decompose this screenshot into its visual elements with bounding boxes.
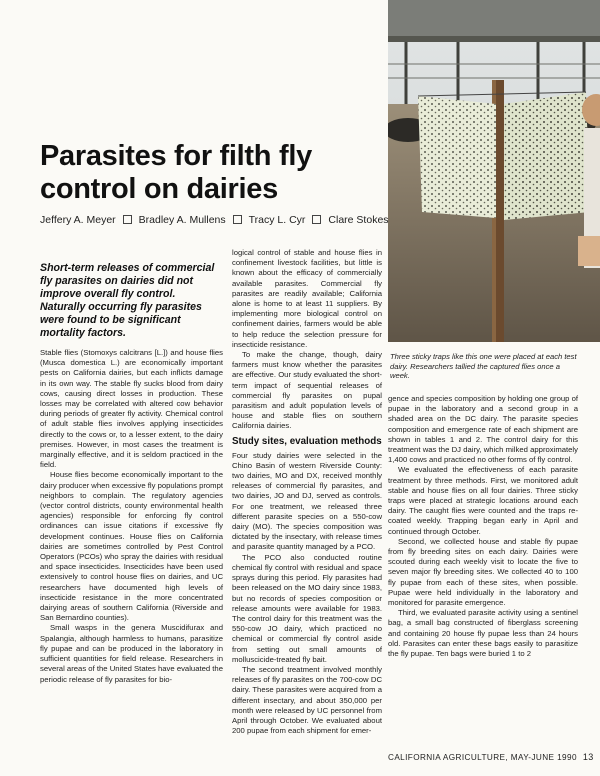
article-title: Parasites for filth fly control on dairies [40, 140, 312, 205]
body-paragraph: Third, we evaluated parasite activity using a sentinel bag, a small bag constructed of fiberglass screening and containing 20 house fly pupae less than 24 hours old. Parasites can enter these bags easily to parasitize the fly pupae. Ten bags were buried 1 to 2 [388, 608, 578, 659]
separator-box-icon [123, 215, 132, 224]
body-column-2 [232, 248, 382, 736]
separator-box-icon [233, 215, 242, 224]
author-name: Jeffery A. Meyer [40, 214, 116, 226]
body-column-3 [388, 394, 578, 659]
body-paragraph: The PCO also conducted routine chemical fly control with residual and space sprays during this period. Fly parasites had been released on the MO dairy since 1983, but no records of species composition or release amounts were available for 1983. The control dairy for this treatment was the 550-cow JO dairy, which practiced no chemical or commercial fly control aside from setting out small amounts of molluscicide-treated fly bait. [232, 552, 382, 664]
body-paragraph: gence and species composition by holding one group of pupae in the laboratory and a second group in a shaded area on the DC dairy. The parasite species composition and emergence rate of each shipment are shown in tables 1 and 2. The control dairy for this treatment was the DJ dairy, which milked approximately 1,400 cows and practiced no other forms of fly control. [388, 394, 578, 465]
page-number: 13 [582, 752, 594, 762]
author-line [40, 214, 390, 226]
body-column-1 [40, 348, 223, 685]
journal-name: CALIFORNIA AGRICULTURE, MAY-JUNE 1990 [388, 753, 577, 762]
author-name: Clare Stokes [328, 214, 389, 226]
sticky-trap-photo [388, 0, 600, 342]
author-name: Tracy L. Cyr [248, 214, 306, 226]
body-paragraph: We evaluated the effectiveness of each parasite treatment by three methods. First, we monitored adult stable and house flies on all four dairies. Three sticky traps were placed at strategic locations around each dairy. The caught flies were counted and the traps re-coated weekly. Trapping began early in April and continued through October. [388, 465, 578, 536]
body-paragraph: Stable flies (Stomoxys calcitrans [L.]) and house flies (Musca domestica L.) are economically important pests on California dairies, but each inflicts damage in its own way. The stable fly sucks blood from dairy cows, causing direct losses in production. These losses may be correlated with altered cow behavior during periods of greater fly activity. Chemical control of adult stable flies involves applying insecticides directly to the cows or, to a lesser extent, to the dairy premises. However, in most cases the treatment is marginally effective, and it is seldom practiced in the field. [40, 348, 223, 470]
article-abstract: Short-term releases of commercial fly parasites on dairies did not improve overall fly control. Naturally occurring fly parasites were found to be significant mortality factors. [40, 262, 215, 339]
body-paragraph: The second treatment involved monthly releases of fly parasites on the 700-cow DC dairy. These parasites were acquired from a different insectary, and about 350,000 per month were released by UC personnel from April through October. We evaluated about 200 pupae from each shipment for emer- [232, 664, 382, 736]
body-paragraph: Second, we collected house and stable fly pupae from fly breeding sites on each dairy. Dairies were scouted during each weekly visit to locate the five to seven major fly breeding sites. We collected 40 to 100 fly pupae from each of these sites, when possible. Pupae were held individually in the laboratory and monitored for parasite emergence. [388, 536, 578, 608]
photo-caption: Three sticky traps like this one were placed at each test dairy. Researchers tallied the captured flies once a week. [390, 352, 577, 381]
body-paragraph: To make the change, though, dairy farmers must know whether the parasites are effective. Our study evaluated the short-term impact of sequential releases of commercial fly parasites on pupal parasitism and adult population levels of house and stable flies on southern California dairies. [232, 350, 382, 431]
body-paragraph: logical control of stable and house flies in confinement livestock facilities, but little is known about the efficacy of commercially available parasites. Commercial fly parasites are readily available; California alone is home to at least 11 suppliers. By implementing more biological control on confinement dairies, farmers would be able to help reduce the selection pressure for insecticide resistance. [232, 248, 382, 349]
separator-box-icon [312, 215, 321, 224]
body-paragraph: House flies become economically important to the dairy producer when excessive fly populations prompt neighbors to complain. The regulatory agencies (vector control districts, county environmental health agencies) responsible for enforcing fly control ordinances can issue citations if excessive fly development continues. House flies on California dairies are sometimes controlled by Pest Control Operators (PCOs) who spray the dairies with residual and space insecticides. Insecticides have been used extensively to control house flies on dairies, and UC researchers have documented high levels of insecticide resistance in the more concentrated dairying areas of southern California (Riverside and San Bernardino counties). [40, 470, 223, 623]
author-name: Bradley A. Mullens [138, 214, 226, 226]
body-paragraph: Four study dairies were selected in the Chino Basin of western Riverside County: two dairies, MO and DX, received monthly releases of commercial fly parasites, and two dairies, JO and DJ, served as controls. For one treatment, we released three different parasite species on a 550-cow dairy (MO). The species composition was dictated by the insectary, with release times and parasite quantity managed by a PCO. [232, 450, 382, 552]
body-paragraph: Small wasps in the genera Muscidifurax and Spalangia, although harmless to humans, parasitize fly pupae and can be produced in the laboratory in sufficient quantities for field release. Researchers in several areas of the United States have evaluated the periodic release of fly parasites for bio- [40, 623, 223, 684]
section-heading: Study sites, evaluation methods [232, 435, 382, 447]
page-footer [388, 752, 594, 762]
